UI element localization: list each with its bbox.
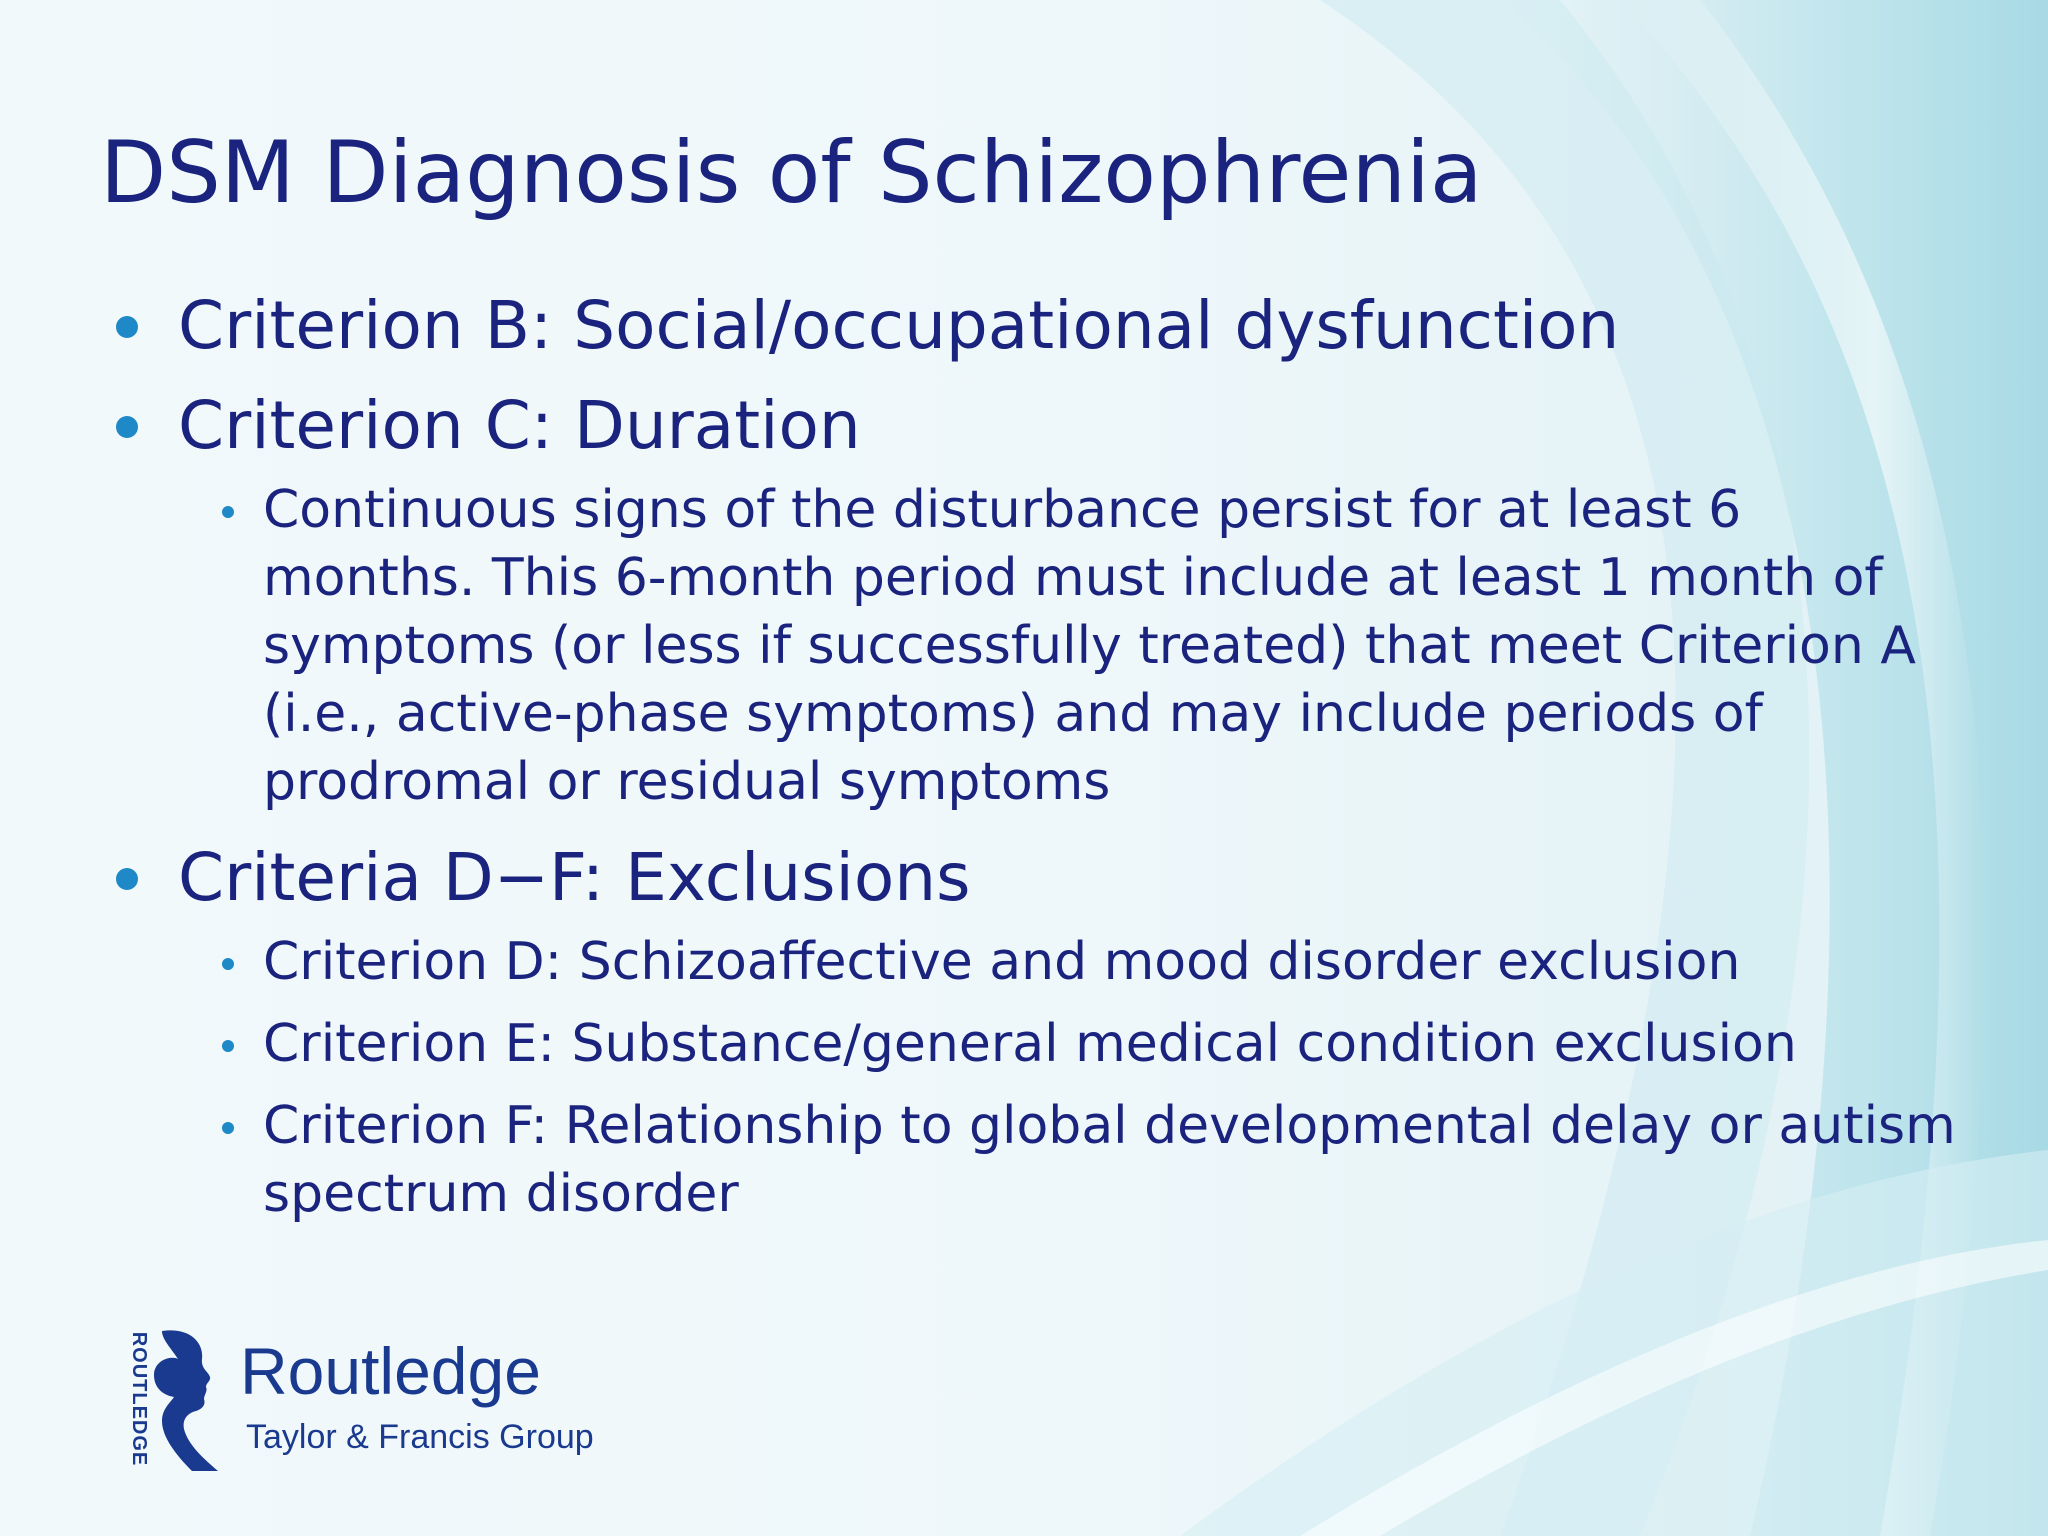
- logo-subtitle: Taylor & Francis Group: [246, 1418, 594, 1456]
- bullet-dot: [222, 958, 234, 970]
- bullet-dot: [116, 416, 138, 438]
- sub-bullet-text: Criterion F: Relationship to global developmental delay or autism spectrum disorder: [263, 1096, 1956, 1224]
- bullet-dot: [116, 868, 138, 890]
- sub-list-item: [110, 1092, 1970, 1228]
- routledge-logo: [118, 1325, 638, 1475]
- logo-name: Routledge: [240, 1334, 541, 1408]
- list-item: [110, 376, 1970, 476]
- sub-bullet-text: Criterion D: Schizoaffective and mood disorder exclusion: [263, 932, 1741, 992]
- sub-list-item: [110, 476, 1970, 816]
- sub-bullet-text: Criterion E: Substance/general medical condition exclusion: [263, 1014, 1797, 1074]
- bullet-text: Criteria D−F: Exclusions: [178, 839, 971, 916]
- bullet-dot: [116, 316, 138, 338]
- bullet-text: Criterion B: Social/occupational dysfunction: [178, 287, 1620, 364]
- sub-bullet-text: Continuous signs of the disturbance persist for at least 6 months. This 6-month period must include at least 1 month of symptoms (or less if successfully treated) that meet Criterion A (i.e., active-phase symptoms) and may include periods of prodromal or residual symptoms: [263, 480, 1916, 812]
- list-item: [110, 276, 1970, 376]
- bullet-dot: [222, 1122, 234, 1134]
- list-item: [110, 828, 1970, 928]
- bullet-dot: [222, 506, 234, 518]
- sub-list-item: [110, 1010, 1970, 1078]
- bullet-dot: [222, 1040, 234, 1052]
- bullet-list: [110, 276, 1970, 1228]
- bullet-text: Criterion C: Duration: [178, 387, 861, 464]
- sub-list-item: [110, 928, 1970, 996]
- slide-title: DSM Diagnosis of Schizophrenia: [100, 123, 1483, 223]
- logo-vertical-text: ROUTLEDGE: [128, 1331, 150, 1467]
